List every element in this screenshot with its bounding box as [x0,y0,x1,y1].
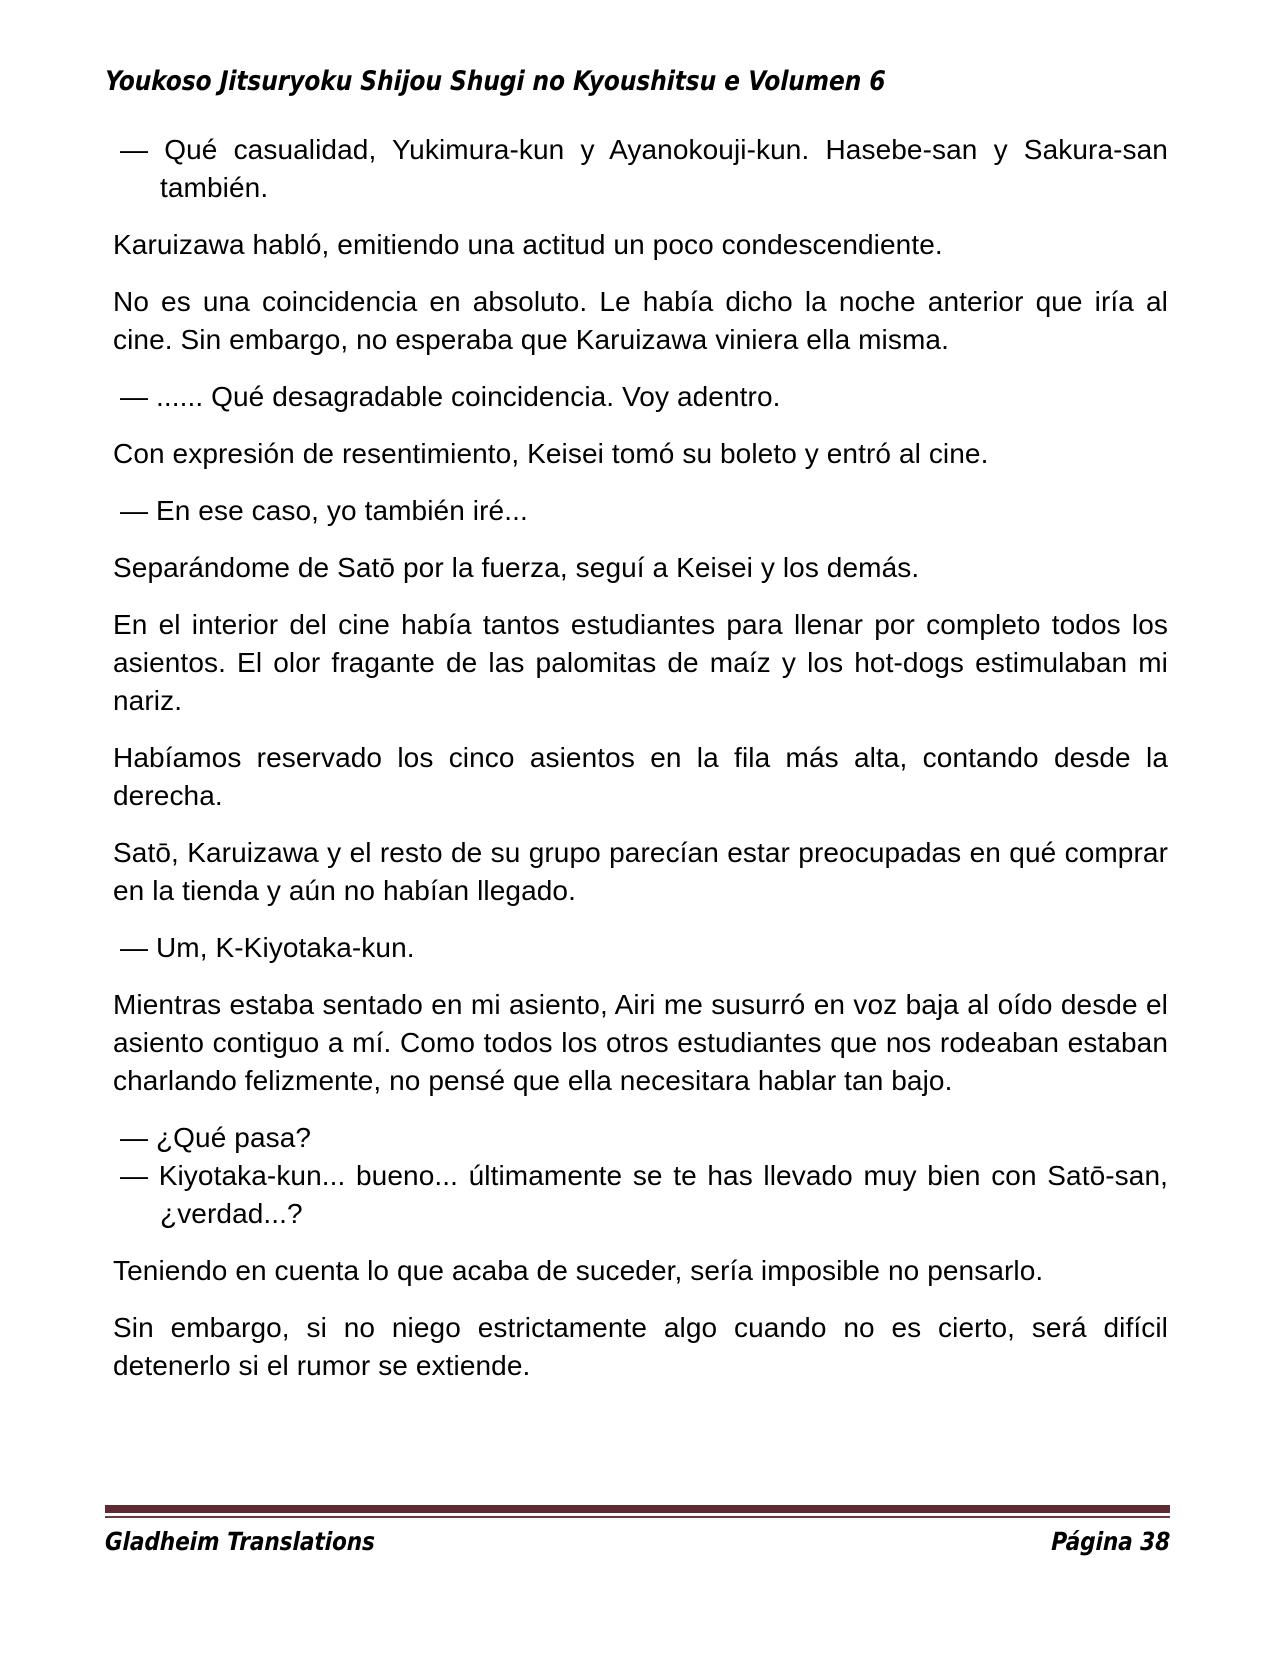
paragraph-narration: Teniendo en cuenta lo que acaba de suceder, sería imposible no pensarlo. [113,1255,1044,1286]
paragraph-dialogue: — ¿Qué pasa? [120,1122,312,1153]
paragraph-dialogue: — Kiyotaka-kun... bueno... últimamente se te has llevado muy bien con Satō-san, ¿verdad...? [120,1160,1168,1229]
paragraph-narration: Sin embargo, si no niego estrictamente algo cuando no es cierto, será difícil detenerlo si el rumor se extiende. [113,1312,1168,1381]
page-footer [105,1505,1170,1556]
paragraph-narration: Mientras estaba sentado en mi asiento, Airi me susurró en voz baja al oído desde el asiento contiguo a mí. Como todos los otros estudiantes que nos rodeaban estaban charlando felizmente, no pensé que ella necesitara hablar tan bajo. [113,989,1168,1096]
footer-row [105,1527,1170,1556]
page-body [113,112,1168,1404]
paragraph-dialogue: — ...... Qué desagradable coincidencia. Voy adentro. [120,381,781,412]
page-header [105,66,1170,97]
page-header-title: Youkoso Jitsuryoku Shijou Shugi no Kyoushitsu e Volumen 6 [104,66,886,97]
footer-rule [105,1505,1170,1518]
paragraph-narration: Separándome de Satō por la fuerza, seguí a Keisei y los demás. [113,552,920,583]
footer-translator: Gladheim Translations [104,1527,376,1556]
paragraph-narration: En el interior del cine había tantos estudiantes para llenar por completo todos los asientos. El olor fragante de las palomitas de maíz y los hot-dogs estimulaban mi nariz. [113,609,1168,716]
paragraph-narration: Karuizawa habló, emitiendo una actitud un poco condescendiente. [113,229,943,260]
paragraph-dialogue: — Um, K-Kiyotaka-kun. [120,932,415,963]
paragraph-narration: Con expresión de resentimiento, Keisei tomó su boleto y entró al cine. [113,438,989,469]
paragraph-narration: Habíamos reservado los cinco asientos en la fila más alta, contando desde la derecha. [113,742,1168,811]
paragraph-dialogue: — Qué casualidad, Yukimura-kun y Ayanokouji-kun. Hasebe-san y Sakura-san también. [120,134,1168,203]
paragraph-narration: No es una coincidencia en absoluto. Le había dicho la noche anterior que iría al cine. Sin embargo, no esperaba que Karuizawa viniera ella misma. [113,286,1168,355]
paragraph-dialogue: — En ese caso, yo también iré... [120,495,528,526]
footer-page-number: Página 38 [1050,1527,1171,1556]
paragraph-narration: Satō, Karuizawa y el resto de su grupo parecían estar preocupadas en qué comprar en la tienda y aún no habían llegado. [113,837,1168,906]
